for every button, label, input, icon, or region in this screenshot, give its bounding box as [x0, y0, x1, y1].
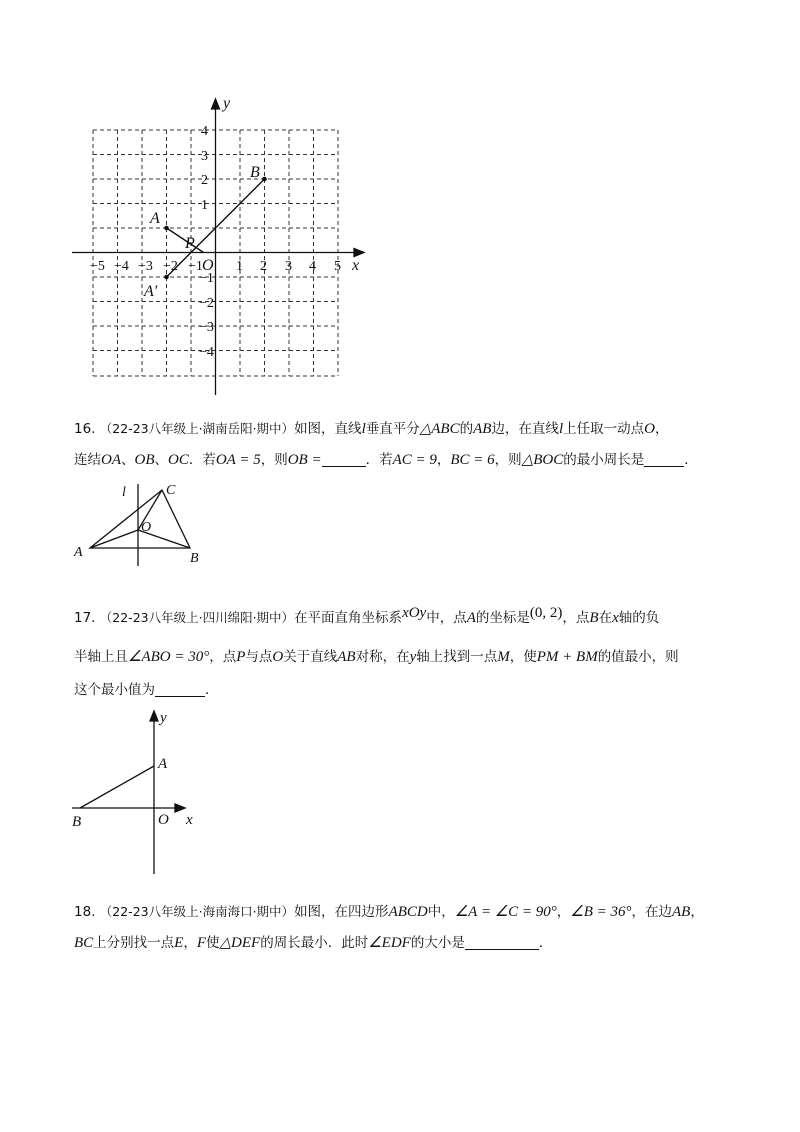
- text: 在平面直角坐标系: [294, 610, 403, 626]
- math-abcd: ABCD: [388, 904, 428, 920]
- math-oa: OA: [101, 452, 121, 468]
- point-Aprime: [165, 275, 168, 278]
- text: 的坐标是: [475, 610, 530, 626]
- problem-source: （22-23八年级上·海南海口·期中）: [99, 904, 295, 919]
- text: 的值最小，则: [597, 649, 679, 665]
- text: ．若: [188, 452, 216, 468]
- text: ，: [690, 904, 704, 920]
- answer-blank[interactable]: [644, 450, 684, 467]
- text: 中，: [427, 904, 455, 920]
- x-tick-label: −3: [138, 259, 153, 274]
- text: ，点: [562, 610, 590, 626]
- math-o: O: [644, 421, 655, 437]
- x-tick-label: 3: [285, 259, 292, 274]
- problem-17-line-3: [74, 675, 219, 705]
- text: 上分别找一点: [93, 935, 175, 951]
- y-tick-label: −4: [199, 345, 214, 360]
- text: 半轴上且: [74, 649, 128, 665]
- text: ，: [183, 935, 197, 951]
- text: 边，在直线: [491, 421, 559, 437]
- y-tick-label: 1: [201, 198, 208, 213]
- problem-number: 18.: [74, 904, 96, 920]
- problem-number: 16.: [74, 421, 96, 437]
- math-ab: AB: [337, 649, 356, 665]
- x-tick-label: −1: [188, 259, 203, 274]
- problem-17-line-2: [74, 642, 679, 672]
- problem-16: [74, 414, 754, 474]
- text: 轴上找到一点: [416, 649, 498, 665]
- y-tick-label: 3: [201, 149, 208, 164]
- label-O: O: [141, 520, 152, 535]
- math-ob-equals: OB =: [287, 452, 322, 468]
- text: ，则: [494, 452, 522, 468]
- text: ．: [538, 935, 553, 951]
- label-C: C: [166, 483, 176, 498]
- triangle-abc: [90, 490, 190, 548]
- text: 的: [459, 421, 474, 437]
- y-tick-label: −3: [199, 320, 214, 335]
- x-axis-label: x: [186, 812, 193, 828]
- math-l: l: [361, 421, 366, 437]
- y-axis-label: y: [223, 95, 231, 112]
- text: 的大小是: [410, 935, 465, 951]
- text: 、: [121, 452, 135, 468]
- x-axis-label: x: [352, 257, 360, 274]
- math-m: M: [497, 649, 510, 665]
- math-b: B: [589, 610, 599, 626]
- text: 的最小周长是: [563, 452, 645, 468]
- text: 如图，在四边形: [294, 904, 389, 920]
- y-tick-label: −2: [199, 296, 214, 311]
- x-tick-label: −5: [90, 259, 105, 274]
- math-xoy: xOy: [402, 605, 427, 621]
- problem-16-line-1: [74, 414, 668, 444]
- triangle-abc-figure: [68, 478, 208, 570]
- problem-18-line-1: [74, 897, 704, 927]
- text: ，在边: [631, 904, 673, 920]
- text: 关于直线: [283, 649, 338, 665]
- y-axis-arrow: [150, 711, 158, 721]
- text: ，使: [509, 649, 537, 665]
- math-bc-equals-6: BC = 6: [450, 452, 495, 468]
- label-B: B: [190, 551, 199, 566]
- point-label-Aprime: A′: [144, 283, 158, 300]
- y-tick-label: 2: [201, 173, 208, 188]
- text: ，: [556, 904, 571, 920]
- text: 中，点: [426, 610, 467, 626]
- math-ac-equals-9: AC = 9: [392, 452, 437, 468]
- x-tick-label: 1: [236, 259, 243, 274]
- math-bc: BC: [74, 935, 94, 951]
- segment-ab: [80, 766, 154, 808]
- math-ab: AB: [473, 421, 492, 437]
- math-ob: OB: [134, 452, 155, 468]
- math-triangle-abc: △ABC: [419, 421, 460, 437]
- problem-source: （22-23八年级上·四川绵阳·期中）: [99, 610, 295, 625]
- math-e: E: [174, 935, 184, 951]
- text: 垂直平分: [365, 421, 420, 437]
- text: ，则: [260, 452, 288, 468]
- problem-16-line-2: [74, 445, 698, 475]
- x-tick-label: 4: [309, 259, 316, 274]
- x-tick-label: 2: [260, 259, 267, 274]
- math-triangle-boc: △BOC: [521, 452, 564, 468]
- text: 、: [154, 452, 168, 468]
- math-coordinate: (0, 2): [529, 605, 563, 621]
- y-axis-arrow: [212, 99, 220, 109]
- origin-label: O: [202, 257, 214, 274]
- coordinate-axes-figure: [66, 705, 206, 877]
- text: 如图，直线: [294, 421, 362, 437]
- x-tick-label: −4: [114, 259, 129, 274]
- math-triangle-def: △DEF: [219, 935, 261, 951]
- x-axis-arrow: [175, 804, 185, 812]
- point-label-P: P: [185, 235, 195, 252]
- segment-oa: [90, 530, 138, 548]
- y-axis-label: y: [160, 710, 167, 726]
- x-tick-label: −2: [163, 259, 178, 274]
- text: ，: [654, 421, 669, 437]
- math-x: x: [612, 610, 619, 626]
- text: 轴的负: [618, 610, 660, 626]
- math-oc: OC: [168, 452, 189, 468]
- math-a: A: [466, 610, 476, 626]
- text: 连结: [74, 452, 101, 468]
- point-label-B: B: [250, 164, 260, 181]
- text: 的周长最小．此时: [260, 935, 369, 951]
- text: 与点: [245, 649, 273, 665]
- math-o: O: [272, 649, 284, 665]
- y-tick-label: 4: [201, 124, 208, 139]
- answer-blank[interactable]: [155, 680, 205, 697]
- point-B: [263, 177, 266, 180]
- problem-number: 17.: [74, 610, 96, 626]
- math-l: l: [558, 421, 564, 437]
- problem-17-line-1: [74, 598, 659, 633]
- math-angle-b: ∠B = 36°: [570, 904, 632, 920]
- text: ．若: [365, 452, 393, 468]
- point-A: [165, 226, 168, 229]
- math-ab: AB: [672, 904, 691, 920]
- text: ，点: [209, 649, 237, 665]
- problem-18: [74, 897, 754, 961]
- label-B: B: [72, 814, 82, 830]
- text: 在: [598, 610, 613, 626]
- text: ．: [684, 452, 698, 468]
- math-pm-plus-bm: PM + BM: [536, 649, 598, 665]
- math-angle-abo: ∠ABO = 30°: [128, 649, 210, 665]
- point-label-A: A: [150, 210, 160, 227]
- text: 上任取一动点: [563, 421, 645, 437]
- label-A: A: [158, 756, 168, 772]
- math-oa-equals-5: OA = 5: [215, 452, 261, 468]
- label-A: A: [74, 545, 83, 560]
- x-tick-label: 5: [334, 259, 341, 274]
- math-angle-a-c: ∠A = ∠C = 90°: [454, 904, 557, 920]
- text: 对称，在: [355, 649, 410, 665]
- x-axis-arrow: [354, 249, 364, 257]
- math-y: y: [409, 649, 417, 665]
- label-O: O: [158, 812, 169, 828]
- text: ，: [436, 452, 451, 468]
- coordinate-grid-figure: [60, 90, 380, 410]
- text: ．: [205, 682, 219, 698]
- problem-17: [74, 598, 754, 702]
- math-p: P: [236, 649, 246, 665]
- text: 这个最小值为: [74, 682, 155, 698]
- text: 使: [206, 935, 220, 951]
- answer-blank[interactable]: [465, 933, 539, 950]
- math-f: F: [196, 935, 207, 951]
- problem-18-line-2: [74, 928, 552, 958]
- problem-source: （22-23八年级上·湖南岳阳·期中）: [99, 421, 295, 436]
- answer-blank[interactable]: [322, 450, 366, 467]
- label-l: l: [122, 485, 126, 500]
- math-angle-edf: ∠EDF: [368, 935, 411, 951]
- y-tick-label: −1: [199, 271, 214, 286]
